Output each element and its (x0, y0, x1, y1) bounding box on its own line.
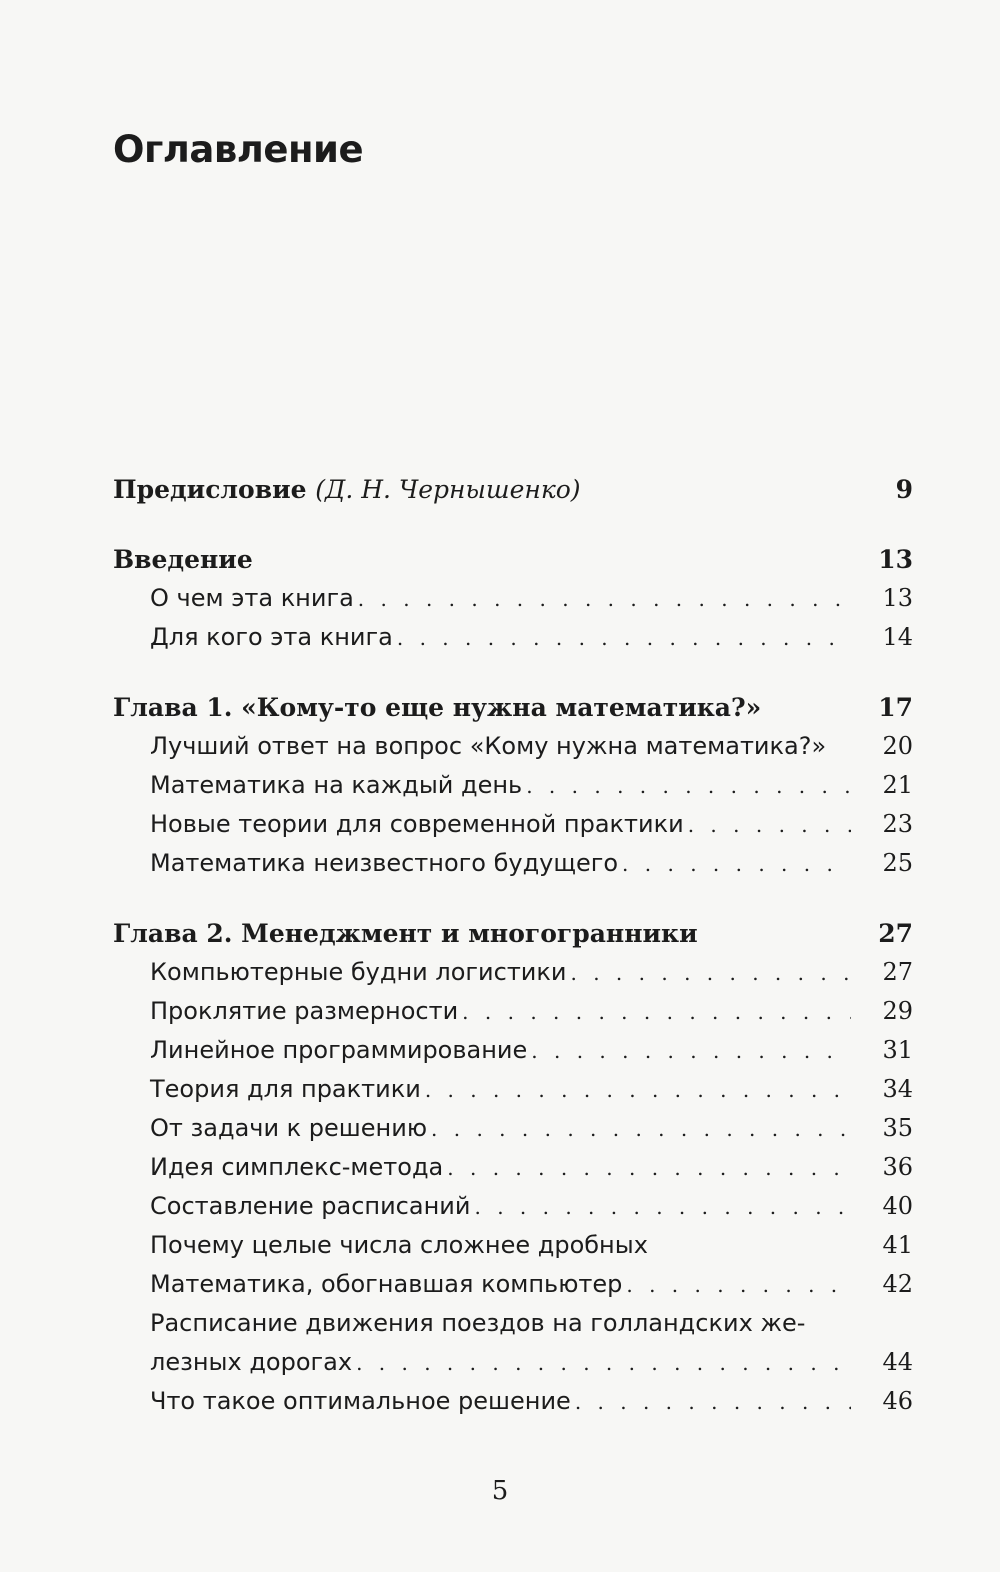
toc-entry-label: Лучший ответ на вопрос «Кому нужна математика?» (150, 732, 827, 760)
toc-entry-label: Идея симплекс-метода (150, 1153, 444, 1181)
toc-entry-label: Для кого эта книга (150, 623, 393, 651)
toc-entry-label: Проклятие размерности (150, 997, 459, 1025)
toc-subentry[interactable] (113, 727, 913, 766)
toc-entry[interactable] (113, 914, 913, 953)
toc-subentry[interactable] (113, 953, 913, 992)
toc-entry-page: 25 (882, 849, 913, 877)
toc-section-preface (113, 470, 913, 509)
toc-entry[interactable] (113, 540, 913, 579)
dot-leader (462, 993, 851, 1032)
dot-leader (571, 954, 852, 993)
dot-leader (531, 1032, 851, 1071)
toc-entry-label: От задачи к решению (150, 1114, 428, 1142)
toc-subentry[interactable] (113, 1148, 913, 1187)
dot-leader (626, 1266, 851, 1305)
page-title: Оглавление (113, 128, 364, 171)
dot-leader (431, 1110, 851, 1149)
dot-leader (688, 806, 851, 845)
toc-section-chapter-1 (113, 688, 913, 883)
table-of-contents (113, 470, 913, 1452)
toc-entry-page: 40 (882, 1192, 913, 1220)
toc-entry-label: Составление расписаний (150, 1192, 471, 1220)
dot-leader (474, 1188, 851, 1227)
dot-leader (622, 845, 851, 884)
toc-subentry[interactable] (113, 844, 913, 883)
toc-subentry-line1[interactable] (113, 1304, 913, 1343)
toc-entry-page: 27 (878, 919, 913, 948)
toc-entry-label: Введение (113, 545, 253, 574)
toc-subentry[interactable] (113, 618, 913, 657)
toc-entry-page: 14 (882, 623, 913, 651)
toc-subentry[interactable] (113, 1226, 913, 1265)
toc-subentry[interactable] (113, 805, 913, 844)
toc-subentry[interactable] (113, 1187, 913, 1226)
toc-entry-label: Математика неизвестного будущего (150, 849, 619, 877)
toc-subentry[interactable] (113, 1265, 913, 1304)
toc-entry-page: 13 (882, 584, 913, 612)
toc-entry-page: 36 (882, 1153, 913, 1181)
toc-entry[interactable] (113, 688, 913, 727)
toc-subentry[interactable] (113, 1070, 913, 1109)
toc-subentry-line2[interactable] (113, 1343, 913, 1382)
dot-leader (356, 1344, 851, 1383)
dot-leader (425, 1071, 851, 1110)
toc-entry-page: 31 (882, 1036, 913, 1064)
toc-entry-page: 23 (882, 810, 913, 838)
toc-entry-label: О чем эта книга (150, 584, 354, 612)
toc-entry-label: Математика на каждый день (150, 771, 523, 799)
dot-leader (447, 1149, 851, 1188)
toc-entry-page: 34 (882, 1075, 913, 1103)
toc-subentry[interactable] (113, 992, 913, 1031)
dot-leader (358, 580, 851, 619)
toc-entry-label: Глава 2. Менеджмент и многогранники (113, 919, 698, 948)
toc-entry-page: 20 (882, 732, 913, 760)
page-number: 5 (491, 1476, 509, 1506)
toc-entry-label: Линейное программирование (150, 1036, 528, 1064)
toc-entry-author: (Д. Н. Чернышенко) (315, 475, 581, 504)
toc-entry-page: 21 (882, 771, 913, 799)
toc-section-intro (113, 540, 913, 657)
toc-entry-label: Расписание движения поездов на голландских же- (150, 1309, 806, 1337)
toc-entry-label: Предисловие (Д. Н. Чернышенко) (113, 475, 581, 504)
toc-entry-label: Почему целые числа сложнее дробных (150, 1231, 648, 1259)
toc-entry-page: 42 (882, 1270, 913, 1298)
toc-subentry[interactable] (113, 579, 913, 618)
toc-entry-label: Глава 1. «Кому-то еще нужна математика?» (113, 693, 762, 722)
toc-entry-page: 29 (882, 997, 913, 1025)
toc-entry-label: Новые теории для современной практики (150, 810, 684, 838)
toc-subentry[interactable] (113, 1031, 913, 1070)
toc-entry[interactable] (113, 470, 913, 509)
toc-entry-label: лезных дорогах (150, 1348, 353, 1376)
toc-section-chapter-2 (113, 914, 913, 1421)
toc-entry-page: 17 (878, 693, 913, 722)
dot-leader (397, 619, 851, 658)
toc-entry-label: Теория для практики (150, 1075, 421, 1103)
toc-entry-page: 27 (882, 958, 913, 986)
toc-entry-page: 13 (878, 545, 913, 574)
toc-entry-label: Что такое оптимальное решение (150, 1387, 571, 1415)
toc-entry-label: Математика, обогнавшая компьютер (150, 1270, 623, 1298)
toc-entry-page: 41 (882, 1231, 913, 1259)
toc-subentry[interactable] (113, 1382, 913, 1421)
toc-entry-label: Компьютерные будни логистики (150, 958, 567, 986)
toc-entry-page: 46 (882, 1387, 913, 1415)
dot-leader (575, 1383, 851, 1422)
toc-entry-page: 35 (882, 1114, 913, 1142)
toc-entry-page: 9 (895, 475, 913, 504)
toc-subentry[interactable] (113, 1109, 913, 1148)
toc-subentry[interactable] (113, 766, 913, 805)
toc-entry-page: 44 (882, 1348, 913, 1376)
dot-leader (526, 767, 851, 806)
